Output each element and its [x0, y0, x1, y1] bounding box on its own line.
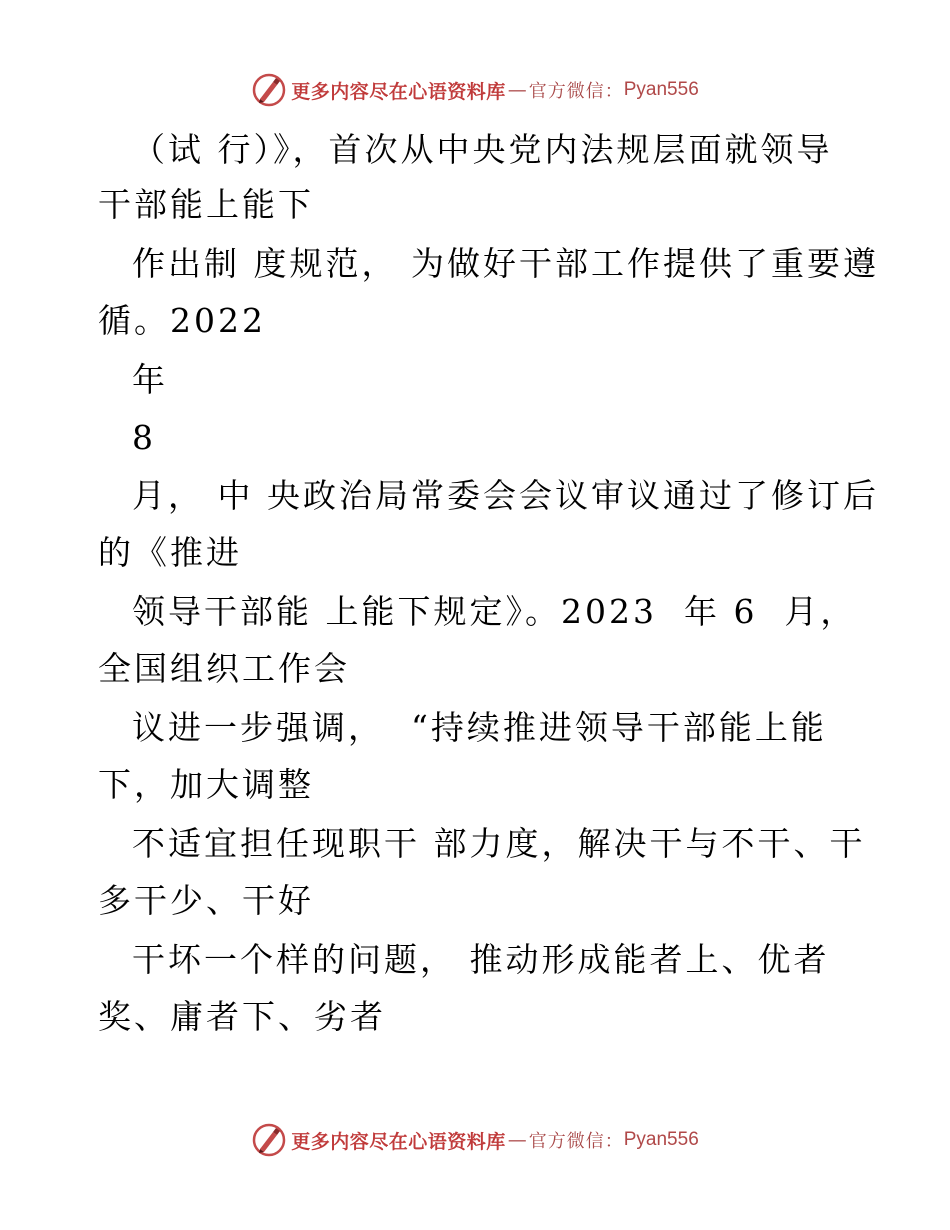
- footer-watermark: [0, 1120, 950, 1160]
- text-line: 月， 中 央政治局常委会会议审议通过了修订后: [132, 476, 879, 515]
- text-line: 议进一步强调， “持续推进领导干部能上能: [132, 708, 827, 747]
- text-line: 干部能上能下: [98, 185, 314, 224]
- header-site-text: 更多内容尽在心语资料库: [291, 80, 506, 103]
- text-line: 循。2022: [98, 301, 266, 340]
- text-line: 领导干部能 上能下规定》。2023 年 6 月，: [132, 592, 857, 631]
- text-line: 的《推进: [98, 533, 242, 572]
- text-line: 全国组织工作会: [98, 649, 350, 688]
- footer-site-text: 更多内容尽在心语资料库: [291, 1130, 506, 1153]
- text-line: 多干少、干好: [98, 881, 314, 920]
- header-wechat-label: 官方微信：: [528, 81, 624, 102]
- text-line: 8: [132, 418, 156, 457]
- header-wechat-id: Pyan556: [623, 79, 699, 100]
- text-line: 干坏一个样的问题， 推动形成能者上、优者: [132, 940, 830, 979]
- text-line: 奖、庸者下、劣者: [98, 997, 386, 1036]
- text-line: 年: [132, 360, 168, 399]
- text-line: 作出制 度规范， 为做好干部工作提供了重要遵: [132, 244, 879, 283]
- footer-dash: —: [507, 1129, 527, 1151]
- footer-wechat-label: 官方微信：: [528, 1131, 624, 1152]
- text-line: 不适宜担任现职干 部力度，解决干与不干、干: [132, 824, 866, 863]
- footer-wechat-id: Pyan556: [623, 1129, 699, 1150]
- header-dash: —: [507, 79, 527, 101]
- text-line: 下，加大调整: [98, 765, 314, 804]
- pen-logo-icon: [251, 1122, 287, 1158]
- text-line: （试 行）》，首次从中央党内法规层面就领导: [132, 130, 833, 169]
